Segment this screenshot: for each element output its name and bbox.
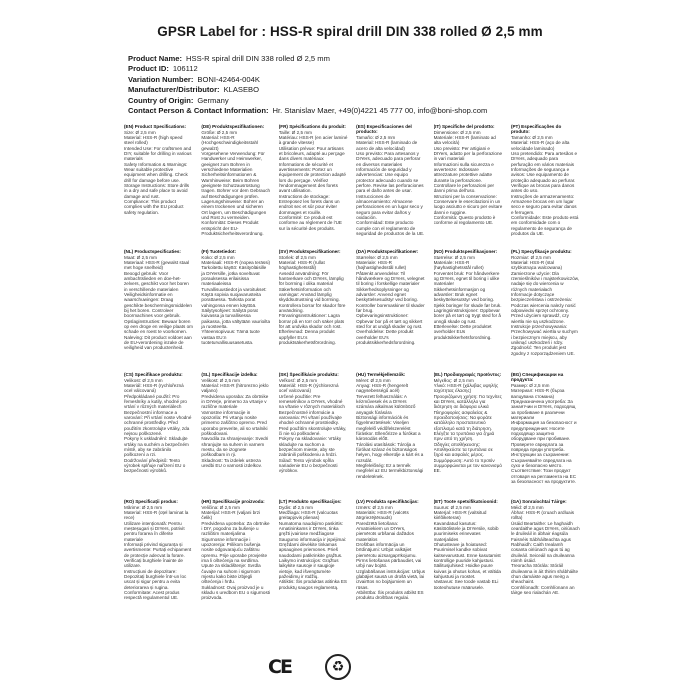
spec-block-hu: (HU) Termékjellemzők: Méret: Ø 2,5 mm Anyag: HSS-R (hengerelt nagysebességű acél) Tervezett felhasználás: A kézművesek és a DIYers számára alkalmas különböző anyagok fúrására Biztonsági információk és figyelmeztetések: Viseljen megfelelő védőfelszerelést fúráskor. Ellenőrizze a fúrókat a károsodás előtt. Tárolási utasítások: Tárolja a fúrókat száraz és biztonságos helyen, hogy elkerülje a kárt és a rozsdát. Megfelelőség: Ez a termék megfelel az EU termékbiztonsági rendeletének.	[356, 372, 424, 479]
spec-block-no: (NO) Produktspesifikasjoner: Størrelse: Ø 2,5 mm Materiale: HSS-R (høyhastighetsstål rullet) Forventet bruk: For håndverkere og DIYers, egnet til boring i ulike materialer Sikkerhetsinformasjon og advarsler: Bruk egnet beskyttelsesutstyr ved boring. Sjekk boringer for skade før bruk. Lagringsinstruksjoner: Oppbevar borer på et tørt og trygt sted for å unngå skade og rust. Etterlevelse: Dette produktet overholder EUs produktsikkerhetsforordning.	[433, 249, 502, 340]
spec-block-ga: (GA) Sonraíochtaí Táirge: Méid: Ø 2,5 mm Ábhar: HSS-R (cruach ardluais rollta) Úsáid Beartaithe: Le haghaidh ceardaithe agus DIYers, oiriúnach le druileáil in ábhair éagsúla Faisnéis Sábháilteachta agus Rabhaidh: Caith trealamh cosanta oiriúnach agus tú ag druileáil. Seiceáil na druileanna roimh úsáid. Treoracha Stórála: Stóráil druileanna in áit thirim shábháilte chun damáiste agus meirg a sheachaint. Comhlíonadh: Comhlíonann an táirge seo rialachán AE.	[510, 499, 580, 596]
spec-block-el: (EL) Προδιαγραφές προϊόντος: Μέγεθος: Ø 2,5 mm Υλικό: HSS-R (χάλυβας υψηλής ταχύτητας έλασης) Προοριζόμενη χρήση: Για τεχνίτες και DIYers, κατάλληλο για διάτρηση σε διάφορα υλικά Πληροφορίες ασφαλείας & προειδοποιήσεις: Να φοράτε κατάλληλο προστατευτικό εξοπλισμό κατά τη διάτρηση. Ελέγξτε τα τρυπάνια για ζημιά πριν από τη χρήση. Οδηγίες αποθήκευσης: Αποθηκεύστε τα τρυπάνια σε ξηρό και ασφαλές μέρος. Συμμόρφωση: Αυτό το προϊόν συμμορφώνεται με τον κανονισμό ΕΕ.	[433, 372, 502, 474]
spec-block-da: (DA) Produktspecifikationer: Størrelse: Ø 2,5 mm Materiale: HSS-R (højhastighedsstål rullet) Påtænkt anvendelse: Til håndværkere og DIYers, velegnet til boring i forskellige materialer Sikkerhedsoplysninger og advarsler: Anvend egnet beskyttelsesudstyr ved boring. Kontroller boremaskiner til skader før brug. Opbevaringsinstruktioner: Opbevar bor på et tørt og sikkert sted for at undgå skader og rust. Overholdelse: Dette produkt overholder EU's produktsikkerhedsforordning.	[356, 249, 425, 346]
label-title: GPSR Label for : HSS-R spiral drill DIN 338 rolled Ø 2,5 mm	[157, 24, 543, 39]
spec-block-sk: (SK) Špecifikácie produktu: Veľkosť: Ø 2,5 mm Materiál: HSS-R (rýchlorezná oceľ valcovaná) Určené použitie: Pre remeselníkov a DIYers, vhodné na vŕtanie v rôznych materiáloch Bezpečnostné informácie a varovania: Pri vŕtaní používajte vhodné ochranné prostriedky. Pred použitím skontrolujte vrtáky, či nie sú poškodené. Pokyny na skladovanie: Vrtáky skladujte na suchom a bezpečnom mieste, aby ste zabránili poškodeniu a hrdzi. Súlad: Tento výrobok spĺňa nariadenie EU o bezpečnosti výrobkov.	[278, 372, 347, 474]
spec-block-lt: (LT) Produkto specifikacijos: Dydis: Ø 2,5 mm Medžiaga: HSS-R (valcuotas greitapjovis plienas) Numatoma naudojimo paskirtis: Amatininkams ir DIYers, tinka gręžti įvairiose medžiagose Saugumo informacija ir įspėjimai: Gręždami dėvėkite tinkamas apsaugines priemones. Prieš naudodami patikrinkite grąžtus. Laikymo instrukcijos: Grąžtus laikykite sausoje ir saugioje vietoje, kad išvengtumėte pažeidimų ir rūdžių. Atitiktis: Šis produktas atitinka ES produktų saugos reglamentą.	[278, 499, 347, 590]
recycle-icon: ♻	[325, 654, 351, 680]
spec-block-en: (EN) Product Specifications: Size: Ø 2,5 mm Material: HSS-R (high speed steel rolled) Intended Use: For craftsmen and DIY, suitable for drilling in various materials Safety Information & Warnings: Wear suitable protective equipment when drilling. Check drill for damage before use. Storage Instructions: Store drills in a dry and safe place to avoid damage and rust. Compliance: This product complies with the EU product safety regulation.	[124, 124, 192, 215]
info-row-manufacturer: Manufacturer/Distributor: KLASEBO	[128, 85, 260, 95]
spec-block-lv: (LV) Produkta specifikācijas: Izmērs: Ø 2,5 mm Materiāls: HSS-R (valcēts ātrgriezējtērauds) Paredzētā lietošana: Amatniekiem un DIYers, piemērots urbšanai dažādos materiālos Drošības informācija un brīdinājumi: Urbjot valkājiet piemērotu aizsargaprīkojumu. Pirms lietošanas pārbaudiet, vai urbji nav bojāti. Uzglabāšanas instrukcijas: Urbjus glabājiet sausā un drošā vietā, lai izvairītos no bojājumiem un rūsas. Atbilstība: Šis produkts atbilst ES produktu drošības regulai.	[356, 499, 426, 601]
info-row-product-id: Product ID: 106112	[128, 64, 198, 74]
spec-row	[124, 124, 580, 246]
spec-block-cs: (CS) Specifikace produktu: Velikost: Ø 2,5 mm Materiál: HSS-R (rychlořezná ocel válcovaná) Předpokládané použití: Pro řemeslníky a kutily, vhodné pro vrtání v různých materiálech Bezpečnostní informace a varování: Při vrtání noste vhodné ochranné prostředky. Před použitím zkontrolujte vrtáky, zda nejsou poškozené. Pokyny k uskladnění: Skladujte vrtáky na suchém a bezpečném místě, aby se zabránilo poškození a rzi. Dodržování předpisů: Tento výrobek splňuje nařízení EU o bezpečnosti výrobků.	[124, 372, 192, 474]
spec-block-sv: (SV) Produktspecifikationer: Storlek: Ø 2,5 mm Material: HSS-R (rullat höghastighetsstål) Avsedd användning: För hantverkare och DIYers, lämplig för borrning i olika material Säkerhetsinformation och varningar: Använd lämplig skyddsutrustning vid borrning. Kontrollera borrar för skador före användning. Förvaringsinstruktioner: Lagra borrar på en torr och säker plats för att undvika skador och rost. Efterlevnad: Denna produkt uppfyller EU:s produktsäkerhetsförordning.	[278, 249, 346, 346]
info-row-product-name: Product Name: HSS-R spiral drill DIN 338 rolled Ø 2,5 mm	[128, 54, 330, 63]
info-row-variation-number: Variation Number: BONI-42464-004K	[128, 74, 260, 84]
spec-block-hr: (HR) Specifikacije proizvoda: Veličina: Ø 2,5 mm Materijal: HSS-R (valjani brzi čelik) Predviđena upotreba: Za obrtnike i DIY, pogodno za bušenje u različitim materijalima Sigurnosne informacije i upozorenja: Prilikom bušenja nosite odgovarajuću zaštitnu opremu. Prije uporabe provjerite ima li oštećenja na svrdlima. Upute za skladištenje: Svrdla čuvajte na suhom i sigurnom mjestu kako biste izbjegli oštećenja i hrđu. Sukladnost: Ovaj proizvod je u skladu s uredbom EU o sigurnosti proizvoda.	[201, 499, 271, 601]
spec-block-et: (ET) Toote spetsifikatsioonid: Suurus: Ø 2,5 mm Materjal: HSS-R (valtsitud kiirlõiketeras) Kavandatud kasutus: Käsitöölistele ja DIYersile, sobib puurimiseks erinevates materjalides Ohutusteave ja hoiatused: Puurimisel kandke sobivat kaitsevarustust. Enne kasutamist kontrollige puuride kahjustusi. Säilitusjuhised: Hoidke puure kuivas ja ohutus kohas, et vältida kahjustusi ja roostet. Vastavus: See toode vastab ELi tooteohutuse määrusele.	[433, 499, 501, 590]
spec-row	[124, 499, 580, 629]
spec-block-sl: (SL) Specifikacije izdelka: Velikost: Ø 2,5 mm Material: HSS-R (hitrorezno jeklo valjano) Predvidena uporaba: Za obrtnike in DIYerje, primerno za vrtanje v različne materiale Varnostne informacije in opozorila: Pri vrtanju nosite primerno zaščitno opremo. Pred uporabo preverite, ali so vrtalniki poškodovani. Navodila za shranjevanje: Svedri shranjujte na suhem in varnem mestu, da se izognete poškodbam in rji. Skladnost: Ta izdelek ustreza uredbi EU o varnosti izdelkov.	[201, 372, 269, 469]
spec-block-fr: (FR) Spécifications du produit: Taille: Ø 2,5 mm Matériau: HSS-R (en acier laminé à grande vitesse) Utilisation prévue: Pour artisans et bricoleurs, adapté au perçage dans divers matériaux Informations de sécurité et avertissements: Portez un équipement de protection adapté lors du perçage. Vérifiez l'endommagement des forets avant utilisation. Instructions de stockage: Entreposez les forets dans un endroit sec et sûr pour éviter dommages et rouille. Conformité: Ce produit est conforme au règlement de l'UE sur la sécurité des produits.	[278, 124, 348, 231]
spec-block-es: (ES) Especificaciones del producto: Tamaño: Ø 2,5 mm Material: HSS-R (laminado de acero de alta velocidad) Uso previsto: Para artesanos y DIYers, adecuado para perforar en diversos materiales Información de seguridad y advertencias: Use equipo protector adecuado cuando se perfore. Revise las perforaciones para el daño antes de usar. Instrucciones de almacenamiento: Almacene perforaciones en un lugar seco y seguro para evitar daños y oxidación. Conformidad: Este producto cumple con el reglamento de seguridad de productos de la UE.	[356, 124, 425, 237]
spec-block-bg: (BG) Спецификации на продукта: Размер: Ø 2,5 mm Материал: HSS-R (бърза валцувана стомана) Предназначена употреба: За занаятчии и DIYers, подходящ за пробиване в различни материали Информация за безопасност и предупреждения: Носете подходящо защитно оборудване при пробиване. Проверете свредлата за повреда преди употреба. Инструкции за съхранение: Съхранявайте свредлата на сухо и безопасно място. Съответствие: Този продукт отговаря на регламента на ЕС за безопасност на продуктите.	[510, 372, 577, 485]
spec-block-pt: (PT) Especificações do produto: Tamanho: Ø 2,5 mm Material: HSS-R (aço de alta velocidade laminado) Uso pretendido: Para artesãos e DIYers, adequado para perfuração em vários materiais Informações de segurança e avisos: Use equipamento de proteção adequado ao perfurar. Verifique as brocas para danos antes do uso. Instruções de armazenamento: Armazene brocas em um lugar seco e seguro para evitar danos e ferrugem. Conformidade: Este produto está em conformidade com o regulamento de segurança de produtos da UE.	[510, 124, 579, 237]
spec-row	[124, 249, 580, 369]
spec-block-de: (DE) Produktspezifikationen: Größe: Ø 2,5 mm Material: HSS-R (Hochgeschwindigkeitsstahl gewalzt) Vorgesehene Verwendung: Für Handwerker und Heimwerker, geeignet zum Bohren in verschiedene Materialien Sicherheitsinformationen & Warnhinweise: Beim Bohren geeignete Schutzausrüstung tragen. Bohrer vor dem Gebrauch auf Beschädigungen prüfen. Lagerungshinweise: Bohrer an einem trockenen und sicheren Ort lagern, um Beschädigungen und Rost zu vermeiden. Konformität: Dieses Produkt entspricht der EU-Produktsicherheitsverordnung.	[201, 124, 271, 237]
spec-block-nl: (NL) Productspecificaties: Maat: Ø 2,5 mm Materiaal: HSS-R (gewalst staal met hoge snelheid) Beoogd gebruik: Voor ambachtslieden en doe-het-zelvers, geschikt voor het boren in verschillende materialen Veiligheidsinformatie en waarschuwingen: Draag geschikte beschermingsmiddelen bij het boren. Controleer boormachines voor gebruik. Opslaginstructies: Bewaar boren op een droge en veilige plaats om schade en roest te voorkomen. Naleving: Dit product voldoet aan de EU-verordening inzake de veiligheid van productenheid.	[124, 249, 193, 351]
spec-block-it: (IT) Specifiche del prodotto: Dimensione: Ø 2,5 mm Materiale: HSS-R (laminato ad alta velocità) Uso previsto: Per artigiani e DIYers, adatto per la perforazione in vari materiali Informazioni sulla sicurezza e avvertenze: Indossare attrezzature protettive adatte durante la perforazione. Controllare le perforazioni per danni prima dell'uso. Istruzioni per la conservazione: Conservare le esercitazioni in un luogo asciutto e sicuro per evitare danni e ruggine. Conformità: Questo prodotto è conforme al regolamento UE.	[433, 124, 503, 226]
spec-block-pl: (PL) Specyfikacje produktu: Rozmiar: Ø 2,5 mm Materiał: HSS-R (stal szybkotnąca walcowana) Zamierzone użycie: Dla rzemieślników i majsterkowiczów, nadaje się do wiercenia w różnych materiałach Informacje dotyczące bezpieczeństwa i ostrzeżenia: Podczas wiercenia należy nosić odpowiedni sprzęt ochronny. Przed użyciem sprawdź, czy wiertła nie są uszkodzone. Instrukcje przechowywania: Przechowywać wiertła w suchym i bezpiecznym miejscu, aby uniknąć uszkodzeń i rdzy. Zgodność: Ten produkt jest zgodny z rozporządzeniem UE.	[510, 249, 580, 356]
spec-row	[124, 372, 580, 494]
spec-block-ro: (RO) Specificații produs: Mărime: Ø 2,5 mm Material: HSS-R (oțel laminat la rece) Utilizare intenționată: Pentru meșteșugari și DIYers, potrivit pentru forarea în diferite materiale Informații privind siguranța și avertismente: Purtați echipament de protecție adecvat la forare. Verificați burghiele înainte de utilizare. Instrucțiuni de depozitare: Depozitați burghiele într-un loc uscat și sigur pentru a evita deteriorarea și rugina. Conformitate: Acest produs respectă regulamentul UE.	[124, 499, 192, 601]
info-row-country: Country of Origin: Germany	[128, 95, 229, 105]
info-row-contact: Contact Person & Contact Information: Hr. Stanislav Maer, +49(0)4221 45 777 00, info@boni-shop.com	[128, 106, 488, 116]
ce-mark: CE	[268, 656, 291, 678]
product-info	[128, 54, 688, 116]
spec-block-fi: (FI) Tuotetiedot: Koko: Ø 2,5 mm Materiaali: HSS-R (nopea terässi) Tarkoitettu käyttö: Käsityöläisille ja DIYersille, jotka soveltuvat porauksessa erilaisissa materiaaleissa Turvallisuustiedot ja varoitukset: Käytä sopivia suojavarusteita porattaessa. Tarkista porat vahingonsa ennen käyttöä. Säilytysohjeet: Säilytä porat kuivassa ja turvallisessa paikassa, jotta vältytään vaurioilta ja ruosteelta. Yhteensopivuus: Tämä tuote vastaa EU:n tuoteturvallisuusasetusta.	[201, 249, 271, 346]
